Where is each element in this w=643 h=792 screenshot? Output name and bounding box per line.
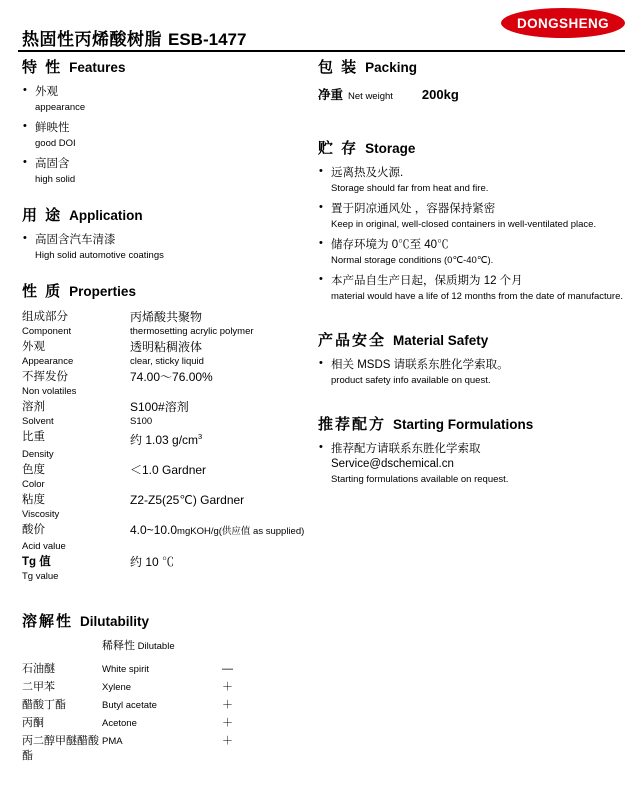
packing-heading-en: Packing <box>365 60 417 75</box>
property-label-en: Density <box>22 449 54 460</box>
property-value-en <box>130 508 312 522</box>
starting-formulations-list <box>318 442 628 486</box>
header-divider <box>18 50 625 52</box>
property-label-cn: 酸价 <box>22 524 45 536</box>
page-title-code: ESB-1477 <box>168 30 247 49</box>
table-row <box>22 734 233 767</box>
storage-heading <box>318 137 628 158</box>
table-row <box>22 554 312 570</box>
property-value-en: S100 <box>130 416 153 427</box>
table-row <box>22 462 312 478</box>
table-row <box>22 680 233 698</box>
property-value: S100#溶剂 <box>130 400 189 414</box>
table-row <box>22 698 233 716</box>
storage-cn: • 置于阴凉通风处 ，容器保持紧密 <box>331 203 496 215</box>
solvent-mark: ＋ <box>222 735 233 747</box>
list-item <box>318 358 628 387</box>
storage-en: Keep in original, well-closed containers in well-ventilated place. <box>331 219 597 230</box>
property-label-en: Component <box>22 326 72 337</box>
table-row <box>22 448 312 462</box>
list-item <box>22 233 312 262</box>
dilutable-col-head-en: Dilutable <box>137 641 175 652</box>
property-value-en <box>130 478 312 492</box>
solvent-mark: ＋ <box>222 681 233 693</box>
storage-list <box>318 166 628 303</box>
table-row <box>22 540 312 554</box>
spacer-cell <box>22 639 102 662</box>
dilutable-col-head-cn: 稀释性 <box>102 640 135 652</box>
features-list <box>22 85 312 186</box>
storage-heading-cn: 贮 存 <box>318 140 359 157</box>
packing-value: 200kg <box>421 87 459 102</box>
list-item <box>22 157 312 186</box>
property-label-en: Viscosity <box>22 509 60 520</box>
list-item <box>318 274 628 303</box>
starting-formulations-en: Starting formulations available on request. <box>331 474 509 485</box>
table-row <box>22 399 312 415</box>
spacer-cell-2 <box>222 639 233 662</box>
table-row <box>22 716 233 734</box>
storage-en: Normal storage conditions (0℃-40℃). <box>331 255 494 266</box>
table-row <box>22 325 312 339</box>
features-heading-cn: 特 性 <box>22 59 63 76</box>
property-value-unit: mgKOH/g(供应值 as supplied) <box>177 526 305 537</box>
features-heading <box>22 56 312 77</box>
list-item <box>318 202 628 231</box>
application-heading-en: Application <box>69 208 143 223</box>
solvent-cn: 丙酮 <box>22 717 44 729</box>
starting-formulations-email: Service@dschemical.cn <box>331 458 454 470</box>
storage-cn: • 本产品自生产日起，保质期为 12 个月 <box>331 275 523 287</box>
property-value-en <box>130 448 312 462</box>
property-label-cn: 外观 <box>22 341 45 353</box>
list-item <box>22 85 312 114</box>
property-value: Z2-Z5(25℃) Gardner <box>130 493 245 507</box>
feature-en: high solid <box>35 174 76 185</box>
section-storage <box>318 137 628 303</box>
dilutable-col-head <box>102 639 222 662</box>
dilutability-table-wrap <box>22 639 312 767</box>
property-value <box>130 522 312 540</box>
section-material-safety <box>318 329 628 387</box>
table-row <box>22 339 312 355</box>
dilutability-heading-en: Dilutability <box>80 614 150 629</box>
list-item <box>22 121 312 150</box>
material-safety-heading-cn: 产品安全 <box>318 332 387 349</box>
property-value-en <box>130 385 312 399</box>
table-row <box>22 309 312 325</box>
property-value: 丙烯酸共聚物 <box>130 310 203 324</box>
solvent-mark: ＋ <box>222 717 233 729</box>
application-list <box>22 233 312 262</box>
feature-cn: • 高固含 <box>35 158 70 170</box>
material-safety-list <box>318 358 628 387</box>
properties-heading <box>22 280 312 301</box>
property-label-en: Non volatiles <box>22 386 77 397</box>
property-label-cn: 粘度 <box>22 494 45 506</box>
property-label-cn: 比重 <box>22 431 45 443</box>
property-value-en: clear, sticky liquid <box>130 356 204 367</box>
property-label-cn: Tg 值 <box>22 556 51 568</box>
property-value: 约 10 ℃ <box>130 555 175 569</box>
property-label-cn: 组成部分 <box>22 311 68 323</box>
property-value-en: thermosetting acrylic polymer <box>130 326 254 337</box>
solvent-mark: ＋ <box>222 699 233 711</box>
left-column <box>22 56 312 785</box>
properties-table <box>22 309 312 584</box>
solvent-cn: 石油醚 <box>22 663 55 675</box>
storage-en: Storage should far from heat and fire. <box>331 183 489 194</box>
table-row <box>22 369 312 385</box>
solvent-en: Xylene <box>102 682 132 693</box>
properties-heading-en: Properties <box>69 284 136 299</box>
storage-en: material would have a life of 12 months from the date of manufacture. <box>331 291 624 302</box>
table-header-row <box>22 639 233 662</box>
material-safety-heading-en: Material Safety <box>393 333 489 348</box>
starting-formulations-heading <box>318 413 628 434</box>
application-heading <box>22 204 312 225</box>
property-value-en <box>130 570 312 584</box>
list-item <box>318 442 628 486</box>
table-row <box>22 415 312 429</box>
table-row <box>22 570 312 584</box>
list-item <box>318 166 628 195</box>
section-packing <box>318 56 628 103</box>
solvent-en: White spirit <box>102 664 149 675</box>
section-properties <box>22 280 312 584</box>
property-label-en: Color <box>22 479 45 490</box>
property-label-cn: 色度 <box>22 464 45 476</box>
packing-heading <box>318 56 628 77</box>
dilutability-table <box>22 639 233 767</box>
property-value-sup: 3 <box>198 432 203 441</box>
property-value-en <box>130 540 312 554</box>
features-heading-en: Features <box>69 60 126 75</box>
solvent-cn: 丙二醇甲醚醋酸酯 <box>22 735 99 762</box>
property-label-en: Tg value <box>22 571 59 582</box>
packing-heading-cn: 包 装 <box>318 59 359 76</box>
table-row <box>22 478 312 492</box>
material-safety-en: product safety info available on quest. <box>331 375 491 386</box>
starting-formulations-heading-en: Starting Formulations <box>393 417 534 432</box>
packing-label-cn: 净重 <box>318 88 344 102</box>
dilutability-heading-cn: 溶解性 <box>22 613 74 630</box>
page-title <box>22 25 246 50</box>
property-label-cn: 不挥发份 <box>22 371 68 383</box>
property-value: 透明粘稠液体 <box>130 340 203 354</box>
list-item <box>318 238 628 267</box>
property-value: ＜1.0 Gardner <box>130 463 207 477</box>
property-label-en: Acid value <box>22 541 66 552</box>
storage-cn: • 远离热及火源. <box>331 167 404 179</box>
properties-heading-cn: 性 质 <box>22 283 63 300</box>
property-label-en: Solvent <box>22 416 54 427</box>
storage-cn: • 储存环境为 0℃至 40℃ <box>331 239 449 251</box>
section-application <box>22 204 312 262</box>
storage-heading-en: Storage <box>365 141 416 156</box>
table-row <box>22 508 312 522</box>
table-row <box>22 429 312 448</box>
solvent-cn: 醋酸丁酯 <box>22 699 66 711</box>
section-dilutability <box>22 610 312 767</box>
solvent-en: Acetone <box>102 718 137 729</box>
property-value-text: 4.0~10.0 <box>130 523 178 537</box>
dilutability-heading <box>22 610 312 631</box>
right-column <box>318 56 628 504</box>
application-heading-cn: 用 途 <box>22 207 63 224</box>
document-header <box>0 0 643 52</box>
packing-label-en: Net weight <box>348 91 393 102</box>
packing-row <box>318 85 628 103</box>
feature-en: appearance <box>35 102 86 113</box>
property-value: 74.00～76.00% <box>130 370 213 384</box>
feature-cn: • 外观 <box>35 86 58 98</box>
table-row <box>22 492 312 508</box>
application-cn: • 高固含汽车清漆 <box>35 234 116 246</box>
section-features <box>22 56 312 186</box>
application-en: High solid automotive coatings <box>35 250 164 261</box>
property-value <box>130 429 312 448</box>
property-label-cn: 溶剂 <box>22 401 45 413</box>
dongsheng-logo <box>501 8 625 38</box>
feature-cn: • 鲜映性 <box>35 122 70 134</box>
table-row <box>22 355 312 369</box>
material-safety-cn: • 相关 MSDS 请联系东胜化学索取。 <box>331 359 509 371</box>
page-title-cn: 热固性丙烯酸树脂 <box>22 30 162 49</box>
solvent-en: PMA <box>102 736 123 747</box>
solvent-cn: 二甲苯 <box>22 681 55 693</box>
property-value-text: 约 1.03 g/cm <box>130 433 199 447</box>
material-safety-heading <box>318 329 628 350</box>
table-row <box>22 385 312 399</box>
starting-formulations-heading-cn: 推荐配方 <box>318 416 387 433</box>
solvent-mark: — <box>222 663 233 675</box>
table-row <box>22 662 233 680</box>
property-label-en: Appearance <box>22 356 74 367</box>
starting-formulations-cn: • 推荐配方请联系东胜化学索取 <box>331 443 481 455</box>
feature-en: good DOI <box>35 138 76 149</box>
logo-text: DONGSHENG <box>516 15 610 31</box>
table-row <box>22 522 312 540</box>
solvent-en: Butyl acetate <box>102 700 157 711</box>
section-starting-formulations <box>318 413 628 486</box>
